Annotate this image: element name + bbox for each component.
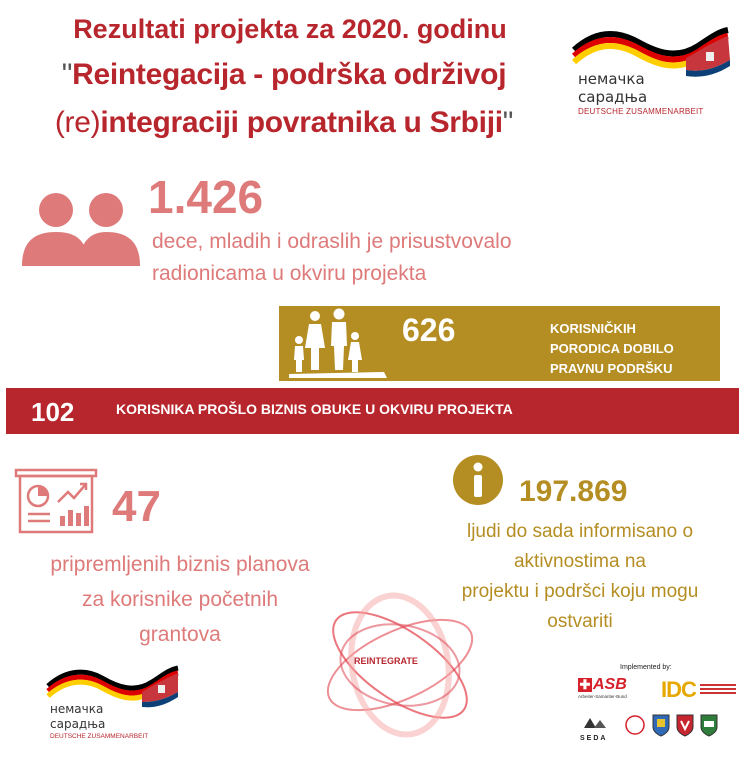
partner-logo-line1: немачка — [578, 70, 645, 88]
coat-of-arms-1-icon — [652, 713, 670, 742]
idc-logo: IDC — [661, 677, 696, 702]
families-label-line1: KORISNIČKIH — [550, 321, 636, 336]
page-title-line2 — [4, 58, 564, 92]
seda-mark-icon — [580, 716, 614, 730]
info-icon — [452, 454, 504, 511]
partner-logo-top — [568, 22, 738, 122]
partner-logo-bottom-line3: DEUTSCHE ZUSAMMENARBEIT — [50, 733, 149, 740]
informed-desc-line3: projektu i podršci koju mogu — [461, 581, 699, 602]
informed-desc-line1: ljudi do sada informisano o — [466, 521, 694, 542]
page-title-line3 — [4, 106, 564, 140]
reintegrate-text: REINTEGRATE — [354, 656, 418, 666]
business-training-value: 102 — [31, 397, 75, 427]
people-icon — [22, 190, 140, 273]
partner-logo-bottom — [44, 662, 194, 752]
presentation-chart-icon — [14, 468, 100, 541]
participants-desc-line1: dece, mladih i odraslih je prisustvovalo — [152, 230, 512, 253]
reintegrate-logo — [310, 590, 490, 740]
participants-value: 1.426 — [148, 171, 264, 223]
families-value: 626 — [402, 312, 456, 348]
asb-text: ASB — [593, 676, 627, 693]
asb-subtext: Arbeiter-Samariter-Bund — [578, 694, 627, 699]
idc-subtext-lines — [700, 682, 736, 698]
informed-value: 197.869 — [519, 475, 628, 508]
partner-logo-line2: сарадња — [578, 88, 648, 106]
business-training-label: KORISNIKA PROŠLO BIZNIS OBUKE U OKVIRU PROJEKTA — [116, 401, 513, 417]
coat-of-arms-2-icon — [676, 713, 694, 742]
title-line3-text: integraciji povratnika u Srbiji — [100, 106, 503, 139]
title-paren-re: (re) — [54, 106, 101, 139]
seda-logo — [580, 716, 614, 742]
business-plans-desc-line3: grantova — [139, 623, 221, 646]
families-label-line2: PORODICA DOBILO — [550, 341, 674, 356]
title-line2-text: Reintegacija - podrška održivoj — [72, 58, 507, 91]
asb-logo — [578, 678, 638, 700]
family-icon — [289, 308, 389, 383]
close-quote: " — [502, 106, 514, 139]
seda-text: SEDA — [580, 735, 608, 742]
informed-desc-line4: ostvariti — [547, 611, 613, 632]
families-label — [550, 319, 720, 379]
page-title-line1: Rezultati projekta za 2020. godinu — [73, 14, 507, 44]
partner-logo-line3: DEUTSCHE ZUSAMMENARBEIT — [578, 107, 704, 116]
participants-desc-line2: radionicama u okviru projekta — [152, 262, 427, 285]
red-crescent-icon — [624, 714, 646, 741]
cross-icon: ✚ — [579, 677, 591, 692]
business-plans-desc-line1: pripremljenih biznis planova — [50, 553, 310, 576]
business-plans-desc — [0, 547, 360, 652]
partner-logo-bottom-line2: сарадња — [50, 717, 106, 731]
families-label-line3: PRAVNU PODRŠKU — [550, 361, 673, 376]
business-plans-desc-line2: za korisnike početnih — [81, 588, 279, 611]
coat-of-arms-3-icon — [700, 713, 718, 742]
open-quote: " — [61, 58, 73, 91]
informed-desc-line2: aktivnostima na — [513, 551, 646, 572]
partner-logo-bottom-line1: немачка — [50, 702, 104, 716]
implemented-by-label: Implemented by: — [620, 664, 672, 671]
business-plans-value: 47 — [112, 482, 161, 531]
